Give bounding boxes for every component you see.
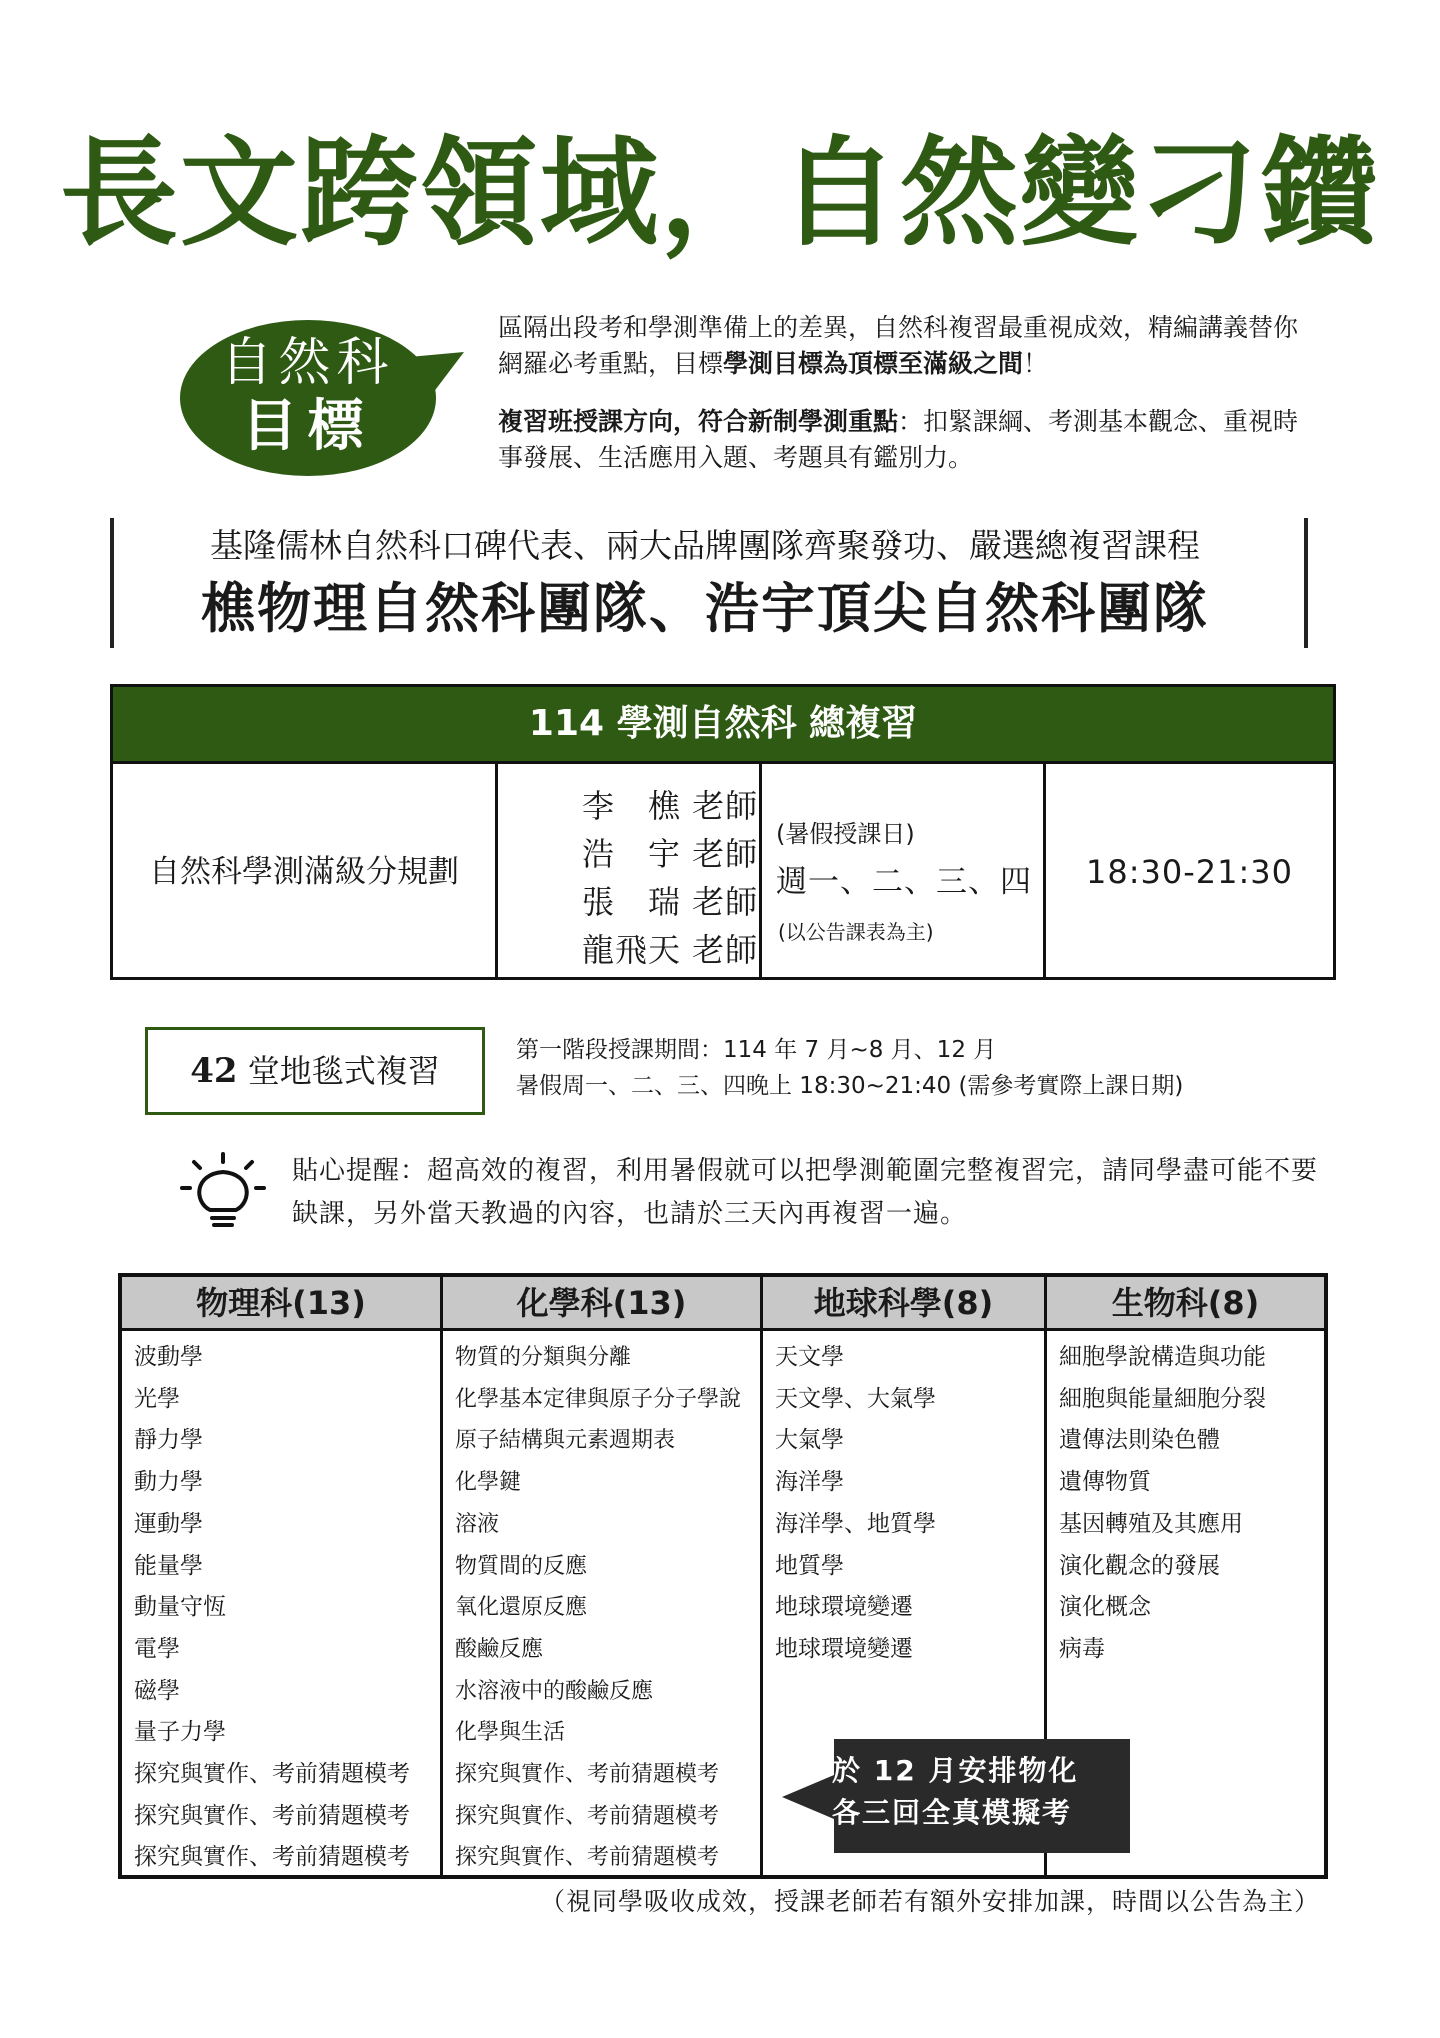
list-item: 物質間的反應 <box>455 1553 588 1579</box>
teacher-name: 張 瑞 老師 <box>582 883 759 921</box>
subject-header: 生物科(8) <box>1047 1277 1324 1331</box>
team-headline: 樵物理自然科團隊、浩宇頂尖自然科團隊 <box>201 577 1209 640</box>
list-item: 探究與實作、考前猜題模考 <box>134 1802 410 1829</box>
list-item: 能量學 <box>134 1552 203 1579</box>
subject-header: 化學科(13) <box>443 1277 760 1331</box>
list-item: 動量守恆 <box>134 1594 226 1621</box>
list-item: 地球環境變遷 <box>775 1635 913 1662</box>
goal-badge-line2: 目標 <box>241 394 374 459</box>
list-item: 地球環境變遷 <box>775 1594 913 1621</box>
goal-badge-line1: 自然科 <box>220 333 395 393</box>
list-item: 地質學 <box>775 1552 844 1579</box>
list-item: 演化概念 <box>1059 1594 1151 1621</box>
list-item: 細胞學說構造與功能 <box>1059 1344 1266 1370</box>
list-item: 海洋學、地質學 <box>775 1510 936 1537</box>
list-item: 化學與生活 <box>455 1720 566 1746</box>
list-item: 酸鹼反應 <box>455 1636 544 1662</box>
list-item: 動力學 <box>134 1469 203 1496</box>
review-count-box: 42 堂地毯式複習 <box>145 1027 485 1115</box>
list-item: 氧化還原反應 <box>455 1595 588 1621</box>
days-note: (暑假授課日) <box>776 820 915 848</box>
subject-column-physics <box>122 1277 443 1875</box>
subjects-table <box>118 1273 1328 1879</box>
list-item: 水溶液中的酸鹼反應 <box>455 1678 654 1704</box>
time-cell: 18:30-21:30 <box>1086 853 1293 891</box>
list-item: 探究與實作、考前猜題模考 <box>134 1761 410 1788</box>
list-item: 病毒 <box>1059 1635 1105 1662</box>
page-title: 長文跨領域，自然變刁鑽 <box>59 123 1380 262</box>
list-item: 基因轉殖及其應用 <box>1059 1510 1243 1537</box>
teachers-cell <box>498 764 762 980</box>
list-item: 遺傳物質 <box>1059 1469 1151 1496</box>
goal-description: 區隔出段考和學測準備上的差異，自然科複習最重視成效，精編講義替你網羅必考重點，目標學測目標為頂標至滿級之間！ 複習班授課方向，符合新制學測重點：扣緊課綱、考測基本觀念、重視時事發展、生活應用入題、考題具有鑑別力。 <box>498 313 1299 472</box>
list-item: 原子結構與元素週期表 <box>455 1428 676 1454</box>
list-item: 演化觀念的發展 <box>1059 1552 1220 1579</box>
list-item: 靜力學 <box>134 1427 203 1454</box>
period-line2: 暑假周一、二、三、四晚上 18:30~21:40 (需參考實際上課日期) <box>516 1073 1184 1099</box>
list-item: 波動學 <box>134 1344 203 1370</box>
teacher-name: 浩 宇 老師 <box>582 835 759 873</box>
list-item: 天文學、大氣學 <box>775 1385 936 1412</box>
list-item: 探究與實作、考前猜題模考 <box>455 1845 720 1871</box>
period-line1: 第一階段授課期間：114 年 7 月~8 月、12 月 <box>516 1037 997 1063</box>
tip-text: 貼心提醒：超高效的複習，利用暑假就可以把學測範圍完整複習完，請同學盡可能不要缺課，另外當天教過的內容，也請於三天內再複習一遍。 <box>292 1156 1319 1229</box>
list-item: 遺傳法則染色體 <box>1059 1427 1220 1454</box>
subject-header: 物理科(13) <box>122 1277 440 1331</box>
list-item: 大氣學 <box>775 1427 844 1454</box>
days-cell <box>762 764 1046 980</box>
lightbulb-icon <box>180 1152 266 1234</box>
callout-line1: 於 12 月安排物化 <box>832 1754 1079 1787</box>
days-value: 週一、二、三、四 <box>776 864 1032 900</box>
teacher-name: 龍飛天 老師 <box>582 931 759 969</box>
list-item: 光學 <box>134 1385 180 1412</box>
days-foot: (以公告課表為主) <box>778 920 934 944</box>
footnote: （視同學吸收成效，授課老師若有額外安排加課，時間以公告為主） <box>540 1887 1321 1916</box>
list-item: 探究與實作、考前猜題模考 <box>455 1803 720 1829</box>
list-item: 化學鍵 <box>455 1470 522 1496</box>
teacher-name: 李 樵 老師 <box>582 787 759 825</box>
list-item: 探究與實作、考前猜題模考 <box>134 1844 410 1871</box>
list-item: 磁學 <box>134 1677 180 1704</box>
schedule-row <box>113 761 1333 980</box>
course-name: 自然科學測滿級分規劃 <box>113 764 498 980</box>
list-item: 化學基本定律與原子分子學說 <box>455 1386 742 1412</box>
subject-header: 地球科學(8) <box>763 1277 1044 1331</box>
list-item: 細胞與能量細胞分裂 <box>1059 1385 1266 1412</box>
list-item: 物質的分類與分離 <box>455 1345 632 1370</box>
list-item: 探究與實作、考前猜題模考 <box>455 1762 720 1788</box>
list-item: 天文學 <box>775 1344 844 1370</box>
subject-column-chemistry <box>443 1277 763 1875</box>
list-item: 量子力學 <box>134 1719 226 1746</box>
list-item: 海洋學 <box>775 1469 844 1496</box>
list-item: 溶液 <box>455 1511 500 1537</box>
schedule-header: 114 學測自然科 總複習 <box>113 687 1333 761</box>
team-subtitle: 基隆儒林自然科口碑代表、兩大品牌團隊齊聚發功、嚴選總複習課程 <box>210 526 1200 565</box>
callout-line2: 各三回全真模擬考 <box>832 1796 1073 1829</box>
period-info <box>516 1032 1376 1104</box>
list-item: 電學 <box>134 1635 180 1662</box>
mock-exam-callout <box>832 1750 1132 1834</box>
list-item: 運動學 <box>134 1510 203 1537</box>
